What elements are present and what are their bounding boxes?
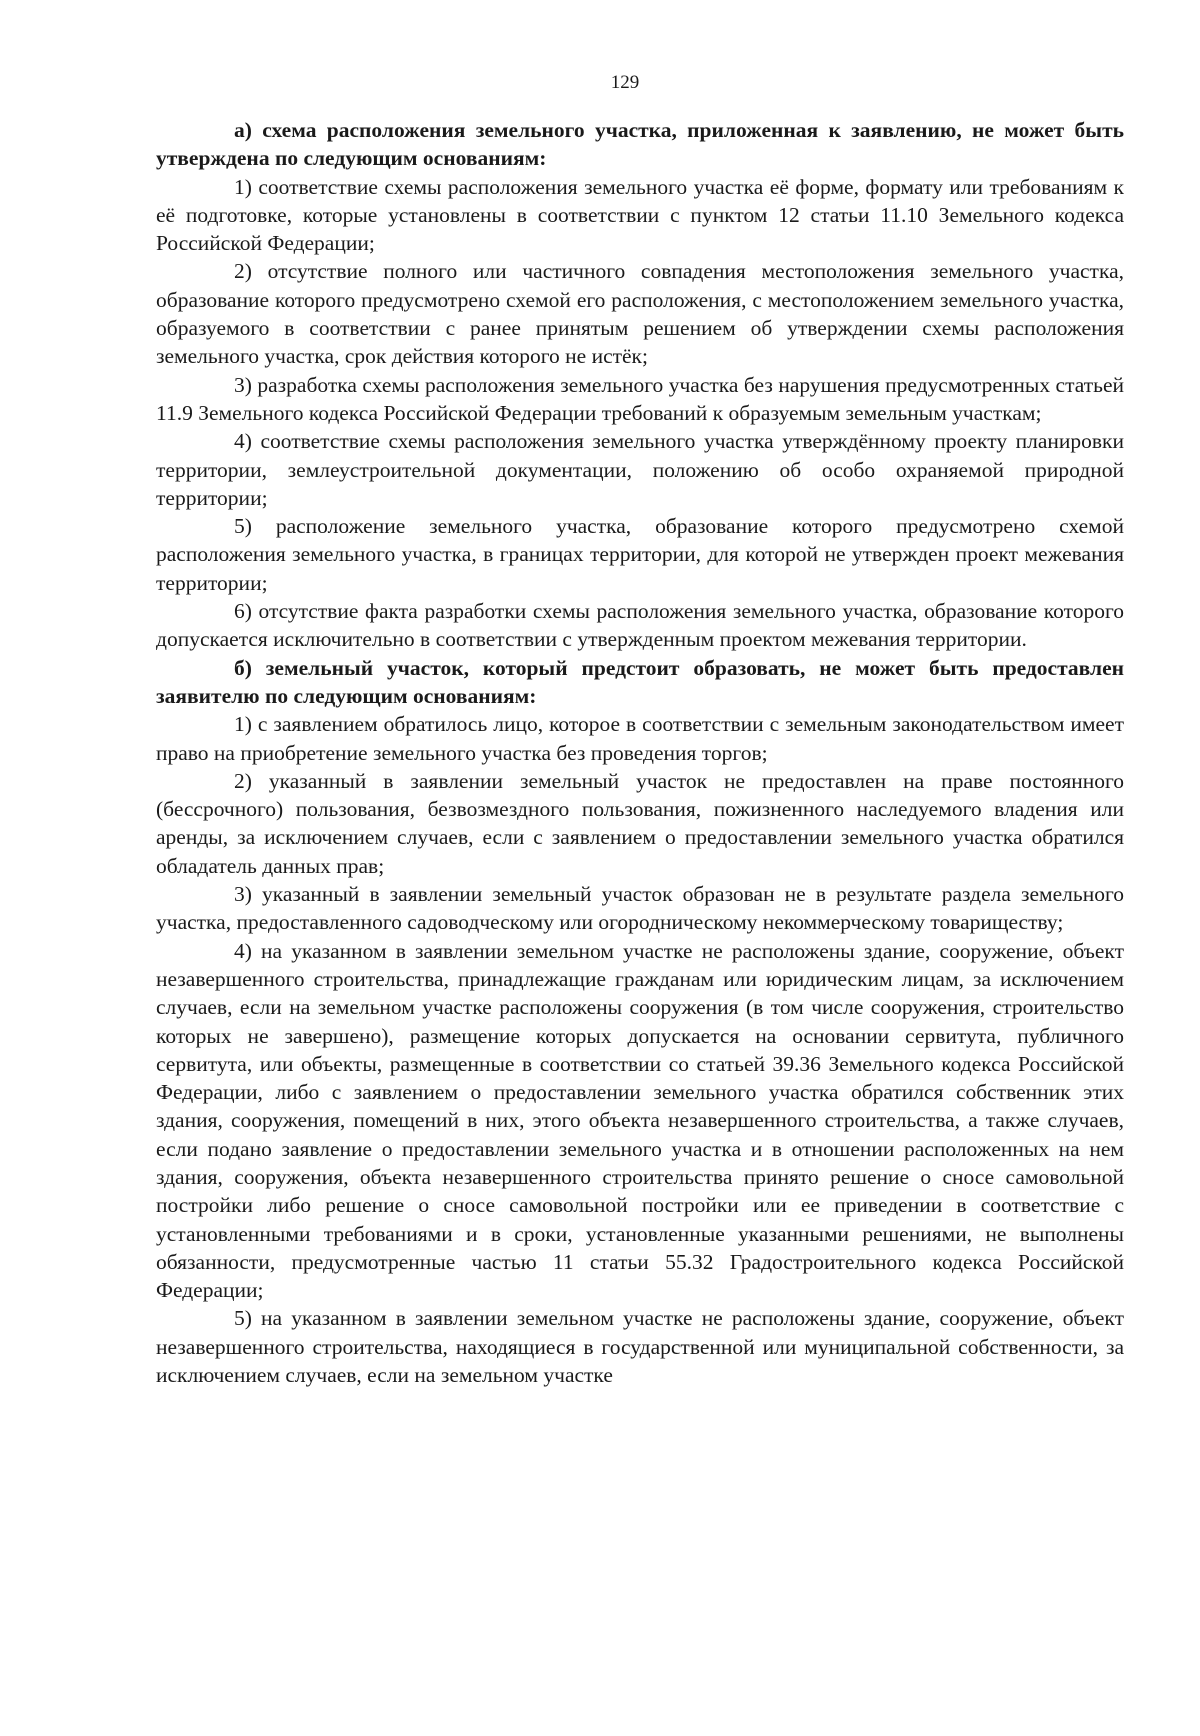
section-a-item-1: 1) соответствие схемы расположения земельного участка её форме, формату или требованиям к её подготовке, которые установлены в соответствии с пунктом 12 статьи 11.10 Земельного кодекса Российской Федерации; xyxy=(156,174,1124,256)
section-b-item-2: 2) указанный в заявлении земельный участок не предоставлен на праве постоянного (бессрочного) пользования, безвозмездного пользования, пожизненного наследуемого владения или аренды, за исключением случаев, если с заявлением о предоставлении земельного участка обратился обладатель данных прав; xyxy=(156,768,1124,878)
section-b-item-5: 5) на указанном в заявлении земельном участке не расположены здание, сооружение, объект незавершенного строительства, находящиеся в государственной или муниципальной собственности, за исключением случаев, если на земельном участке xyxy=(156,1306,1124,1388)
section-a-item-2: 2) отсутствие полного или частичного совпадения местоположения земельного участка, образование которого предусмотрено схемой его расположения, с местоположением земельного участка, образуемого в соответствии с ранее принятым решением об утверждении схемы расположения земельного участка, срок действия которого не истёк; xyxy=(156,259,1124,369)
section-a-item-5: 5) расположение земельного участка, образование которого предусмотрено схемой расположения земельного участка, в границах территории, для которой не утвержден проект межевания территории; xyxy=(156,514,1124,595)
section-b-heading: б) земельный участок, который предстоит образовать, не может быть предоставлен заявителю по следующим основаниям: xyxy=(156,655,1124,708)
section-a-heading: а) схема расположения земельного участка, приложенная к заявлению, не может быть утверждена по следующим основаниям: xyxy=(156,118,1124,171)
section-a-item-3: 3) разработка схемы расположения земельного участка без нарушения предусмотренных статьей 11.9 Земельного кодекса Российской Федерации требований к образуемым земельным участкам; xyxy=(156,372,1124,425)
section-a-item-6: 6) отсутствие факта разработки схемы расположения земельного участка, образование которого допускается исключительно в соответствии с утвержденным проектом межевания территории. xyxy=(156,599,1124,652)
page-number: 129 xyxy=(610,72,640,93)
document-page xyxy=(156,72,1124,1389)
section-b-item-3: 3) указанный в заявлении земельный участок образован не в результате раздела земельного участка, предоставленного садоводческому или огородническому некоммерческому товариществу; xyxy=(156,882,1124,935)
section-b-item-1: 1) с заявлением обратилось лицо, которое в соответствии с земельным законодательством имеет право на приобретение земельного участка без проведения торгов; xyxy=(156,712,1124,765)
section-b-item-4: 4) на указанном в заявлении земельном участке не расположены здание, сооружение, объект незавершенного строительства, принадлежащие гражданам или юридическим лицам, за исключением случаев, если на земельном участке расположены сооружения (в том числе сооружения, строительство которых не завершено), размещение которых допускается на основании сервитута, публичного сервитута, или объекты, размещенные в соответствии со статьей 39.36 Земельного кодекса Российской Федерации, либо с заявлением о предоставлении земельного участка обратился собственник этих здания, сооружения, помещений в них, этого объекта незавершенного строительства, а также случаев, если подано заявление о предоставлении земельного участка и в отношении расположенных на нем здания, сооружения, объекта незавершенного строительства принято решение о сносе самовольной постройки либо решение о сносе самовольной постройки или ее приведении в соответствие с установленными требованиями и в сроки, установленные указанными решениями, не выполнены обязанности, предусмотренные частью 11 статьи 55.32 Градостроительного кодекса Российской Федерации; xyxy=(156,938,1124,1303)
section-a-item-4: 4) соответствие схемы расположения земельного участка утверждённому проекту планировки территории, землеустроительной документации, положению об особо охраняемой природной территории; xyxy=(156,429,1124,510)
